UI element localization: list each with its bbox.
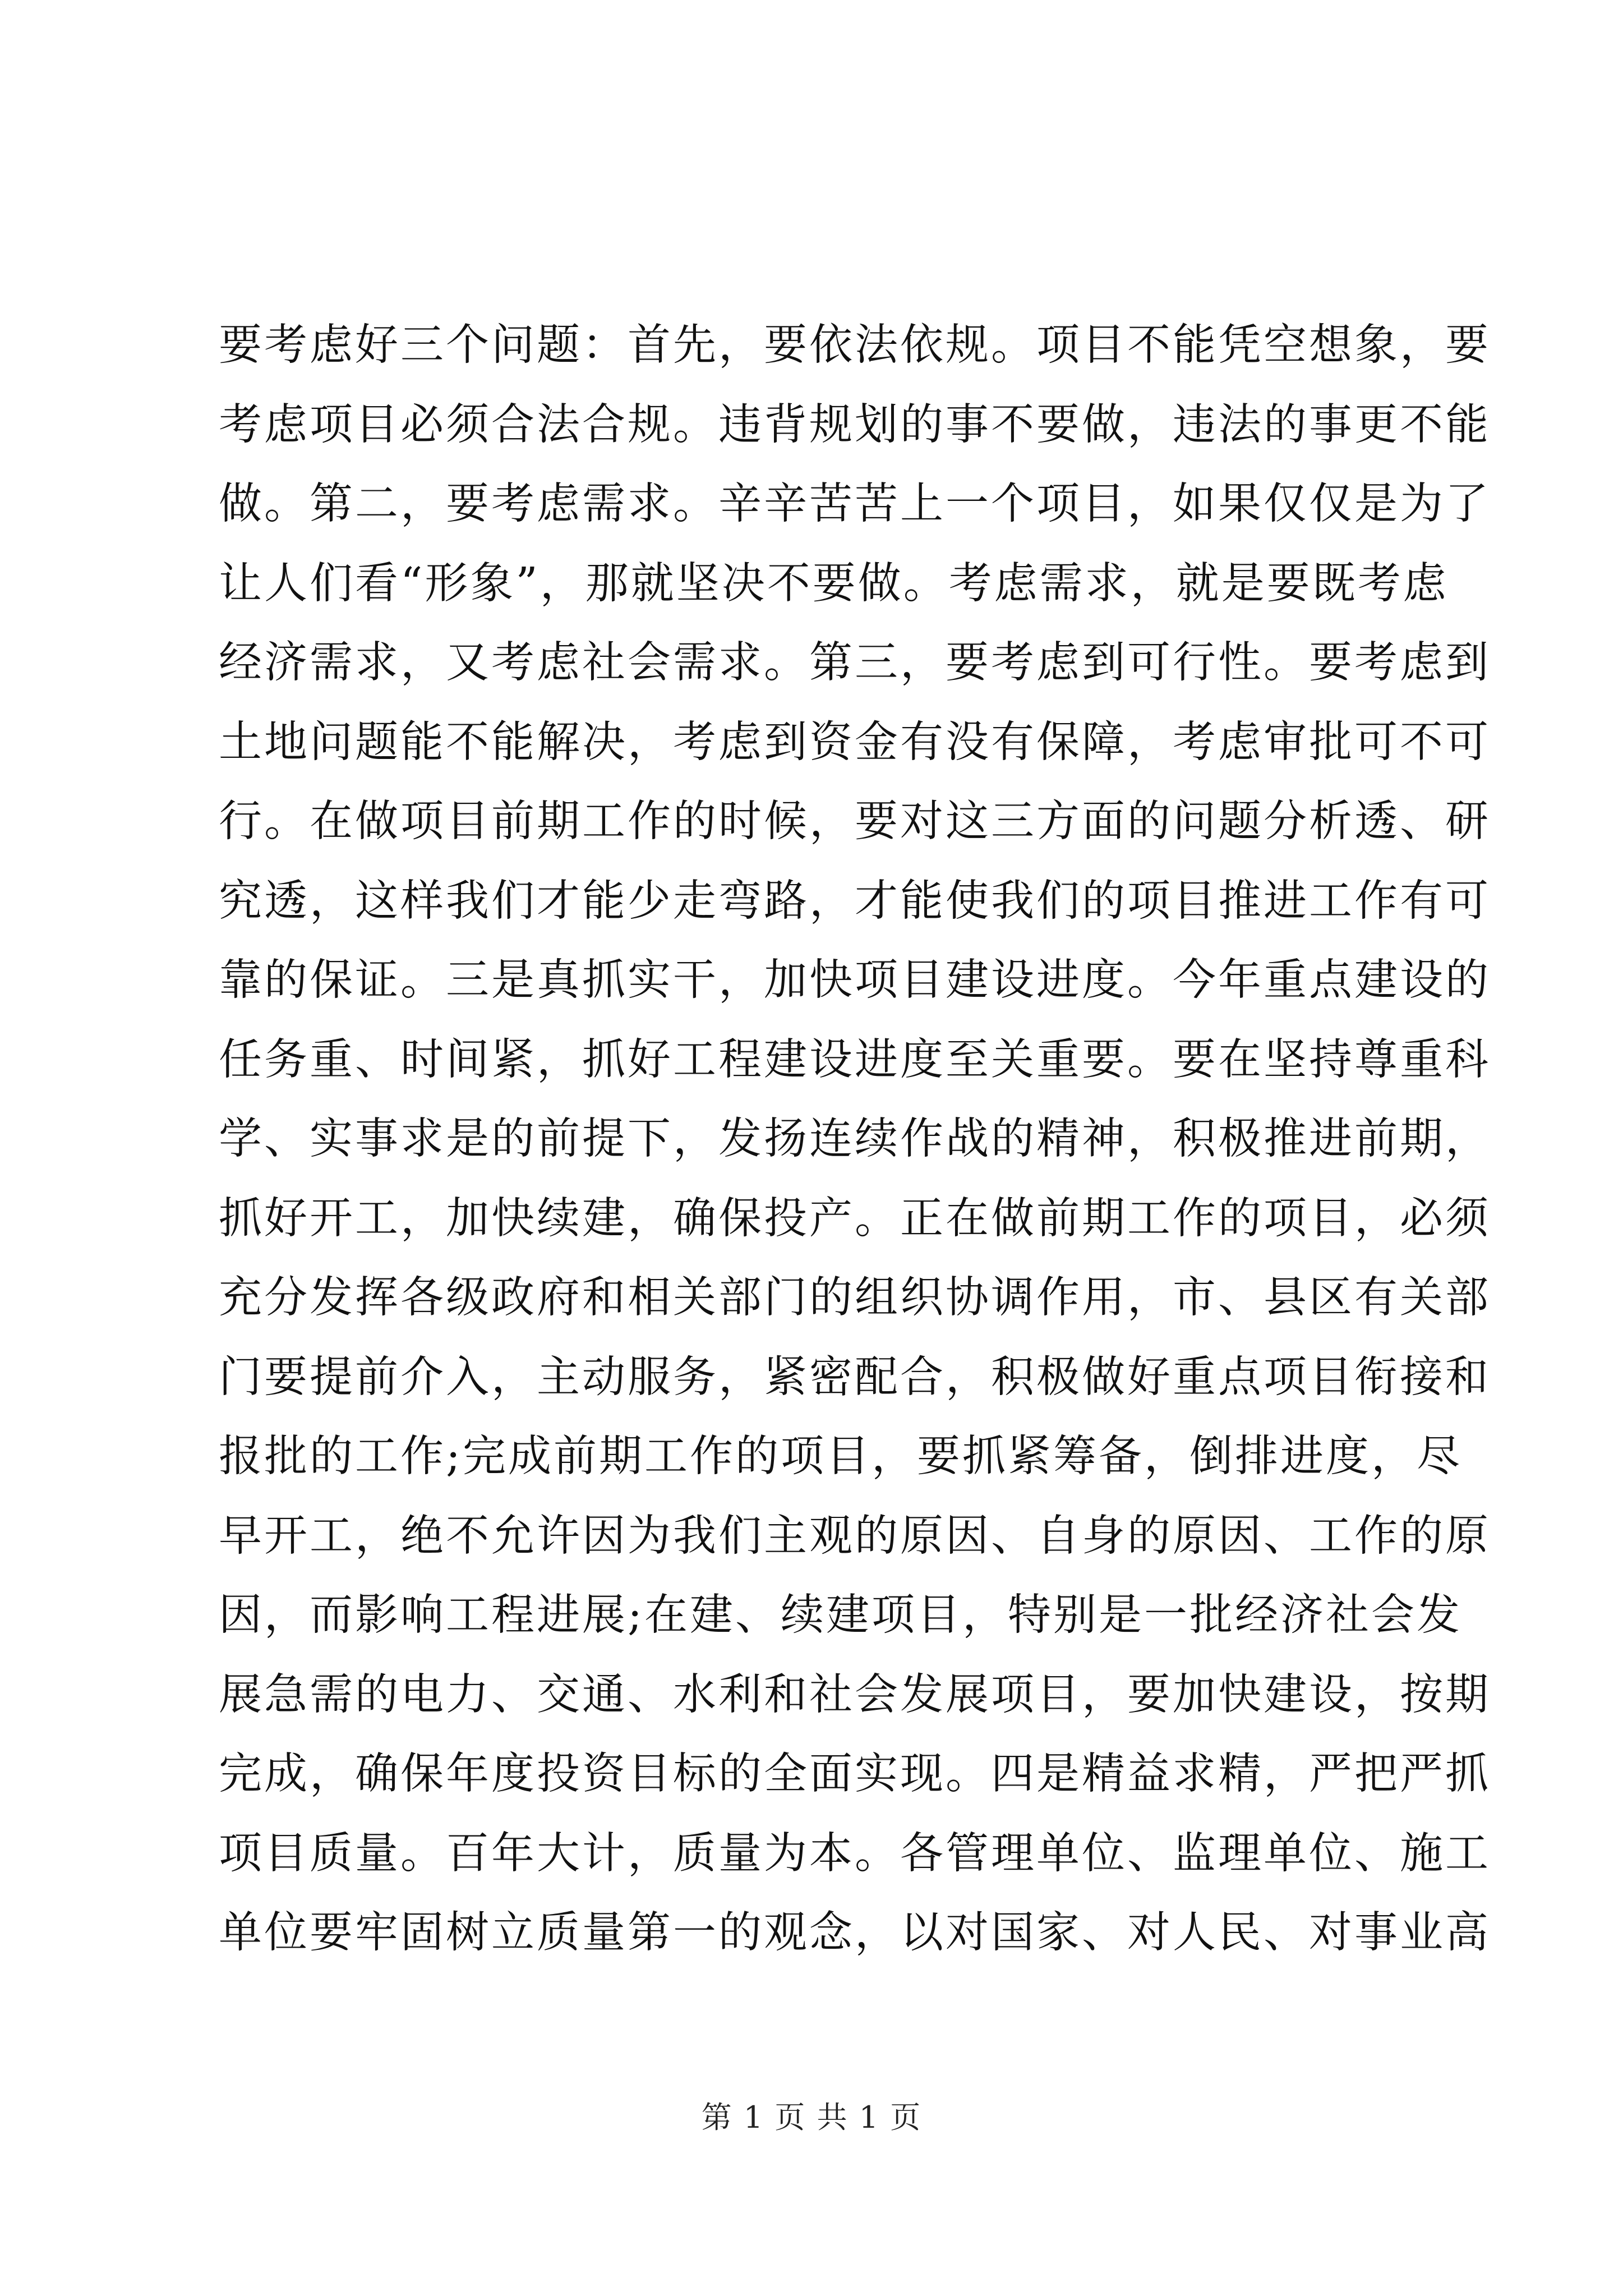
- text-line: 经济需求，又考虑社会需求。第三，要考虑到可行性。要考虑到: [219, 638, 1491, 688]
- text-line: 展急需的电力、交通、水利和社会发展项目，要加快建设，按期: [219, 1669, 1491, 1720]
- text-line: 报批的工作;完成前期工作的项目，要抓紧筹备，倒排进度，尽: [219, 1432, 1462, 1481]
- text-line: 靠的保证。三是真抓实干，加快项目建设进度。今年重点建设的: [219, 955, 1491, 1005]
- text-line: 学、实事求是的前提下，发扬连续作战的精神，积极推进前期，: [219, 1114, 1491, 1164]
- text-line: 任务重、时间紧，抓好工程建设进度至关重要。要在坚持尊重科: [219, 1034, 1491, 1085]
- text-line: 抓好开工，加快续建，确保投产。正在做前期工作的项目，必须: [219, 1193, 1491, 1244]
- text-line: 究透，这样我们才能少走弯路，才能使我们的项目推进工作有可: [219, 876, 1491, 926]
- text-line: 行。在做项目前期工作的时候，要对这三方面的问题分析透、研: [219, 797, 1491, 846]
- text-line: 因，而影响工程进展;在建、续建项目，特别是一批经济社会发: [219, 1590, 1462, 1640]
- page-footer: 第 1 页 共 1 页: [701, 2100, 922, 2135]
- text-line: 项目质量。百年大计，质量为本。各管理单位、监理单位、施工: [219, 1828, 1491, 1879]
- text-line: 让人们看“形象”，那就坚决不要做。考虑需求，就是要既考虑: [219, 558, 1449, 609]
- text-line: 土地问题能不能解决，考虑到资金有没有保障，考虑审批可不可: [219, 717, 1491, 767]
- text-line: 完成，确保年度投资目标的全面实现。四是精益求精，严把严抓: [219, 1749, 1491, 1799]
- text-line: 充分发挥各级政府和相关部门的组织协调作用，市、县区有关部: [219, 1273, 1491, 1323]
- text-line: 考虑项目必须合法合规。违背规划的事不要做，违法的事更不能: [219, 399, 1491, 450]
- text-line: 早开工，绝不允许因为我们主观的原因、自身的原因、工作的原: [219, 1511, 1491, 1561]
- text-line: 门要提前介入，主动服务，紧密配合，积极做好重点项目衔接和: [219, 1352, 1491, 1402]
- body-text: [219, 306, 1491, 1973]
- text-line: 单位要牢固树立质量第一的观念，以对国家、对人民、对事业高: [219, 1908, 1491, 1958]
- text-line: 做。第二，要考虑需求。辛辛苦苦上一个项目，如果仅仅是为了: [219, 479, 1491, 529]
- text-line: 要考虑好三个问题：首先，要依法依规。项目不能凭空想象，要: [219, 320, 1491, 370]
